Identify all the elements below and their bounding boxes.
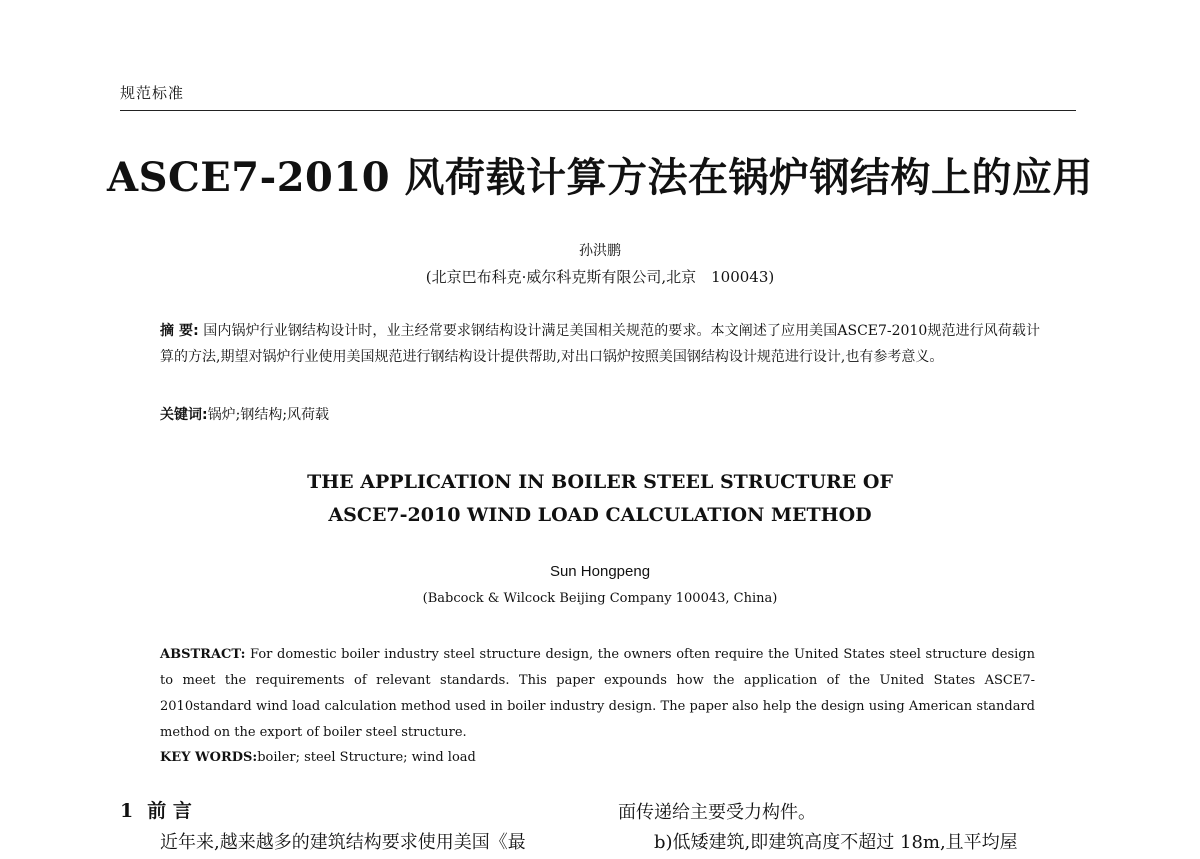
- keywords-en-label: KEY WORDS:: [160, 750, 258, 765]
- affiliation-en: (Babcock & Wilcock Beijing Company 100043, China): [422, 591, 778, 606]
- body-left-line: 近年来,越来越多的建筑结构要求使用美国《最: [160, 832, 526, 853]
- paper-title-en-line2: ASCE7-2010 WIND LOAD CALCULATION METHOD: [328, 504, 872, 526]
- affiliation-cn: (北京巴布科克·威尔科克斯有限公司,北京 100043): [425, 268, 775, 286]
- keywords-cn-text: 锅炉;钢结构;风荷载: [207, 407, 330, 423]
- abstract-en-label: ABSTRACT:: [160, 647, 246, 662]
- abstract-cn-label: 摘 要:: [160, 323, 199, 339]
- keywords-cn-label: 关键词:: [160, 407, 208, 423]
- author-en: Sun Hongpeng: [549, 563, 651, 580]
- body-right-line-2: b)低矮建筑,即建筑高度不超过 18m,且平均屋: [654, 832, 1018, 853]
- body-right-line-1: 面传递给主要受力构件。: [618, 802, 816, 823]
- section-title: 前 言: [147, 800, 192, 822]
- keywords-en: [160, 750, 476, 765]
- keywords-en-text: boiler; steel Structure; wind load: [257, 750, 476, 765]
- section-number: 1: [120, 800, 134, 822]
- keywords-cn: [160, 404, 329, 424]
- paper-title-cn: ASCE7-2010 风荷载计算方法在锅炉钢结构上的应用: [107, 154, 1093, 201]
- abstract-en-text: For domestic boiler industry steel structure design, the owners often require the United States steel structure design to meet the requirements of relevant standards. This paper expounds how the application of the United States ASCE7-2010standard wind load calculation method used in boiler industry design. The paper also help the design using American standard method on the export of boiler steel structure.: [160, 647, 1035, 740]
- author-cn: 孙洪鹏: [579, 243, 621, 259]
- paper-title-en: [0, 466, 1200, 532]
- section-heading: [120, 796, 206, 823]
- abstract-cn-text: 国内锅炉行业钢结构设计时，业主经常要求钢结构设计满足美国相关规范的要求。本文阐述了应用美国ASCE7-2010规范进行风荷载计算的方法,期望对锅炉行业使用美国规范进行钢结构设计提供帮助,对出口锅炉按照美国钢结构设计规范进行设计,也有参考意义。: [160, 323, 1040, 365]
- header-rule: [120, 110, 1076, 111]
- abstract-en: [160, 642, 1035, 746]
- section-label: 规范标准: [120, 84, 185, 102]
- paper-title-en-line1: THE APPLICATION IN BOILER STEEL STRUCTURE OF: [307, 471, 893, 493]
- abstract-cn: [160, 318, 1040, 370]
